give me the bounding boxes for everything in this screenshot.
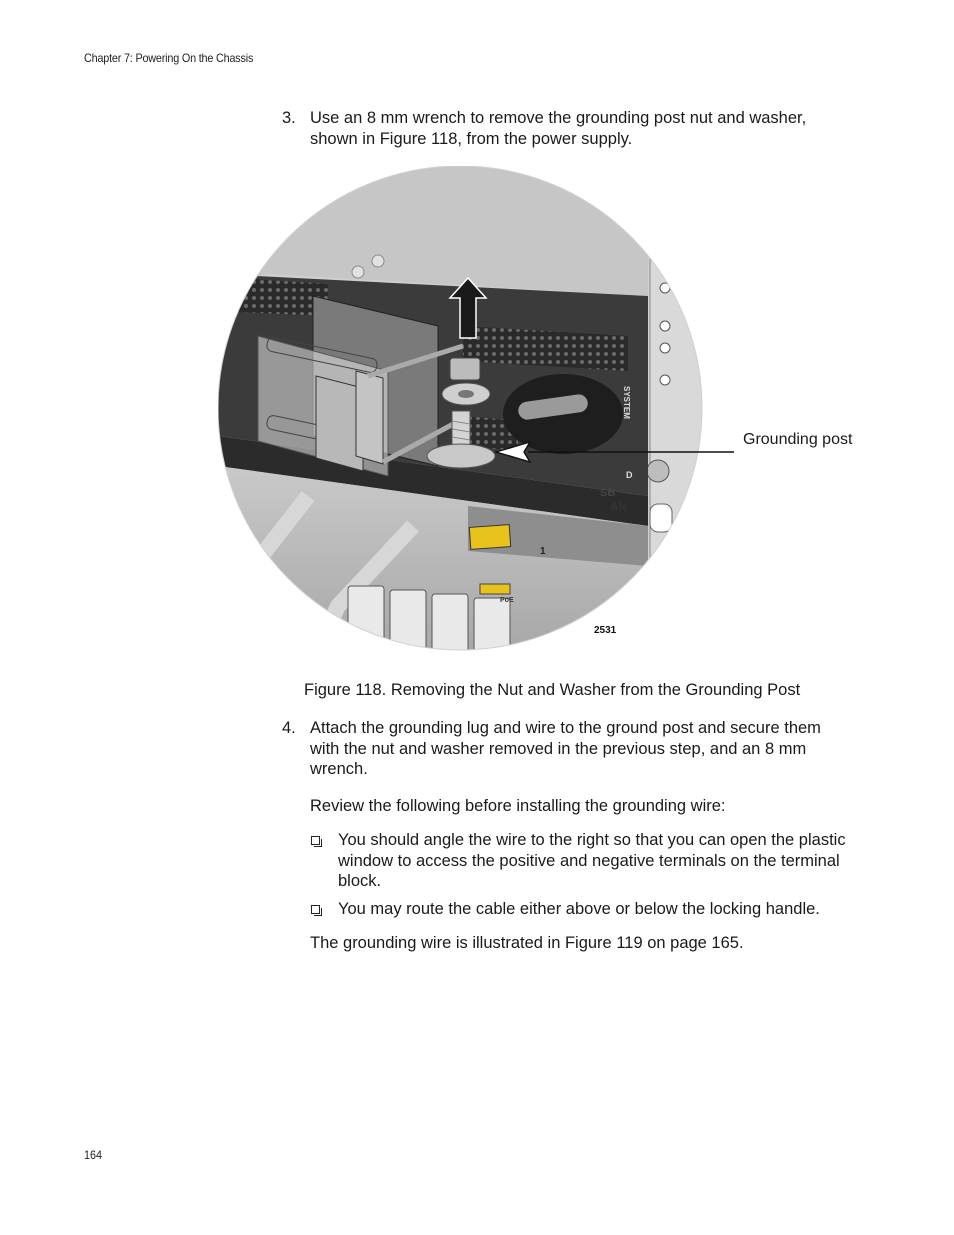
bullet-item <box>310 899 850 920</box>
review-intro: Review the following before installing the grounding wire: <box>310 797 726 815</box>
d-label: D <box>626 470 633 480</box>
bullet-item <box>310 830 850 892</box>
step-4 <box>282 718 842 780</box>
image-number: 2531 <box>594 625 617 636</box>
sb-label: SB <box>600 487 616 499</box>
step-text: Use an 8 mm wrench to remove the grounding post nut and washer, shown in Figure 118, from the power supply. <box>310 109 807 148</box>
bullet-text: You may route the cable either above or below the locking handle. <box>338 900 820 918</box>
figure-caption: Figure 118. Removing the Nut and Washer from the Grounding Post <box>304 681 801 699</box>
step-text: Attach the grounding lug and wire to the ground post and secure them with the nut and washer removed in the previous step, and an 8 mm wrench. <box>310 719 821 778</box>
an-label: AN <box>610 500 628 514</box>
step-number: 4. <box>282 719 296 737</box>
grounding-post-callout: Grounding post <box>743 431 853 448</box>
page-number: 164 <box>84 1148 103 1162</box>
step-number: 3. <box>282 109 296 127</box>
system-label: SYSTEM <box>622 386 631 419</box>
checkbox-bullet-icon <box>310 899 338 920</box>
running-header: Chapter 7: Powering On the Chassis <box>84 51 254 65</box>
figure-118 <box>218 166 748 656</box>
poe-label: PoE <box>500 597 514 604</box>
bullet-text: You should angle the wire to the right so that you can open the plastic window to access the positive and negative terminals on the terminal block. <box>338 831 846 890</box>
figure-illustration <box>218 166 748 656</box>
closing-text: The grounding wire is illustrated in Figure 119 on page 165. <box>310 934 744 952</box>
step-3 <box>282 108 842 149</box>
port-one-label: 1 <box>540 546 546 557</box>
checkbox-bullet-icon <box>310 830 338 892</box>
